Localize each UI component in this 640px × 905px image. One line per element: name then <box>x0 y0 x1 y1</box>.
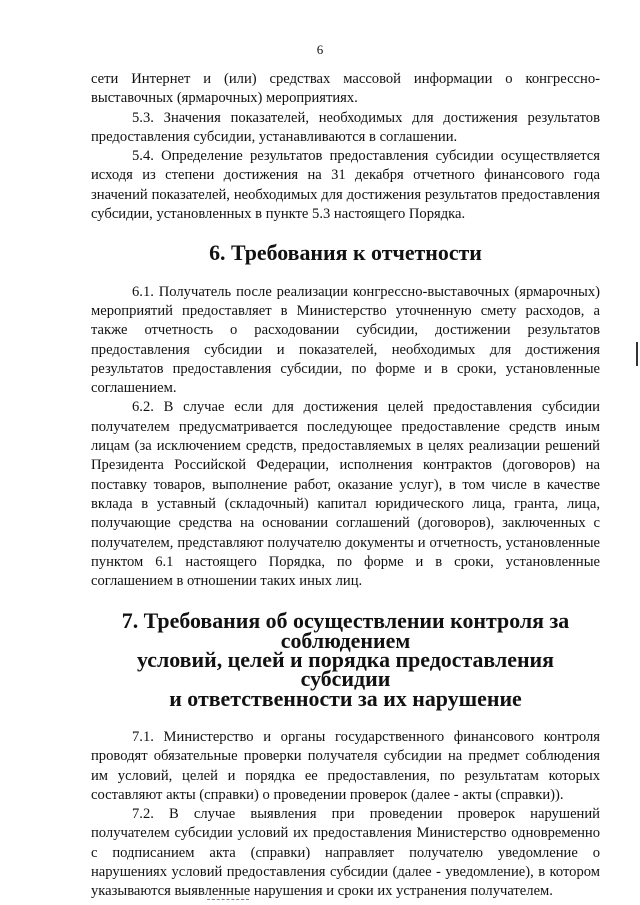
scan-footer-mark <box>207 899 249 900</box>
paragraph-5-3: 5.3. Значения показателей, необходимых для достижения результатов предоставления субсидии, устанавливаются в соглашении. <box>91 109 600 145</box>
paragraph-7-2: 7.2. В случае выявления при проведении проверок нарушений получателем субсидии условий их предоставления Министерство одновременно с подписанием акта (справки) направляет получателю уведомление о нарушениях условий предоставления субсидии (далее - уведомление), в котором указываются выявленные нарушения и сроки их устранения получателем. <box>91 806 600 900</box>
scan-margin-mark <box>636 342 638 366</box>
section-7-heading-line: и ответственности за их нарушение <box>169 685 522 711</box>
document-body <box>91 70 600 902</box>
paragraph-7-1: 7.1. Министерство и органы государственного финансового контроля проводят обязательные проверки получателя субсидии на предмет соблюдения им условий, целей и порядка ее предоставления, по результатам которых составляют акты (справки) о проведении проверок (далее - акты (справки)). <box>91 728 600 803</box>
page-number: 6 <box>316 42 324 57</box>
section-7-heading <box>91 608 600 711</box>
paragraph-6-1: 6.1. Получатель после реализации конгрессно-выставочных (ярмарочных) мероприятий предоставляет в Министерство уточненную смету расходов, а также отчетность о расходовании субсидии, достижении результатов предоставления субсидии и показателей, необходимых для достижения результатов предоставления субсидии, по форме и в сроки, установленные соглашением. <box>91 283 600 397</box>
paragraph-6-2: 6.2. В случае если для достижения целей предоставления субсидии получателем предусматривается последующее предоставление средств иным лицам (за исключением средств, предоставляемых в целях реализации решений Президента Российской Федерации, исполнения контрактов (договоров) на поставку товаров, выполнение работ, оказание услуг), в том числе в качестве вклада в уставный (складочный) капитал юридического лица, гранта, лица, получающие средства на основании соглашений (договоров), заключенных с получателем, представляют получателю документы и отчетность, установленные пунктом 6.1 настоящего Порядка, по форме и в сроки, установленные соглашением в отношении таких иных лиц. <box>91 399 600 590</box>
section-6-heading: 6. Требования к отчетности <box>209 240 482 266</box>
paragraph-continuation: сети Интернет и (или) средствах массовой информации о конгрессно-выставочных (ярмарочных) мероприятиях. <box>91 71 600 107</box>
section-7-heading-line: 7. Требования об осуществлении контроля за соблюдением <box>121 608 570 653</box>
paragraph-5-4: 5.4. Определение результатов предоставления субсидии осуществляется исходя из степени достижения на 31 декабря отчетного финансового года значений показателей, необходимых для достижения результатов предоставления субсидии, установленных в пункте 5.3 настоящего Порядка. <box>91 148 600 223</box>
section-7-heading-line: условий, целей и порядка предоставления субсидии <box>136 647 555 692</box>
